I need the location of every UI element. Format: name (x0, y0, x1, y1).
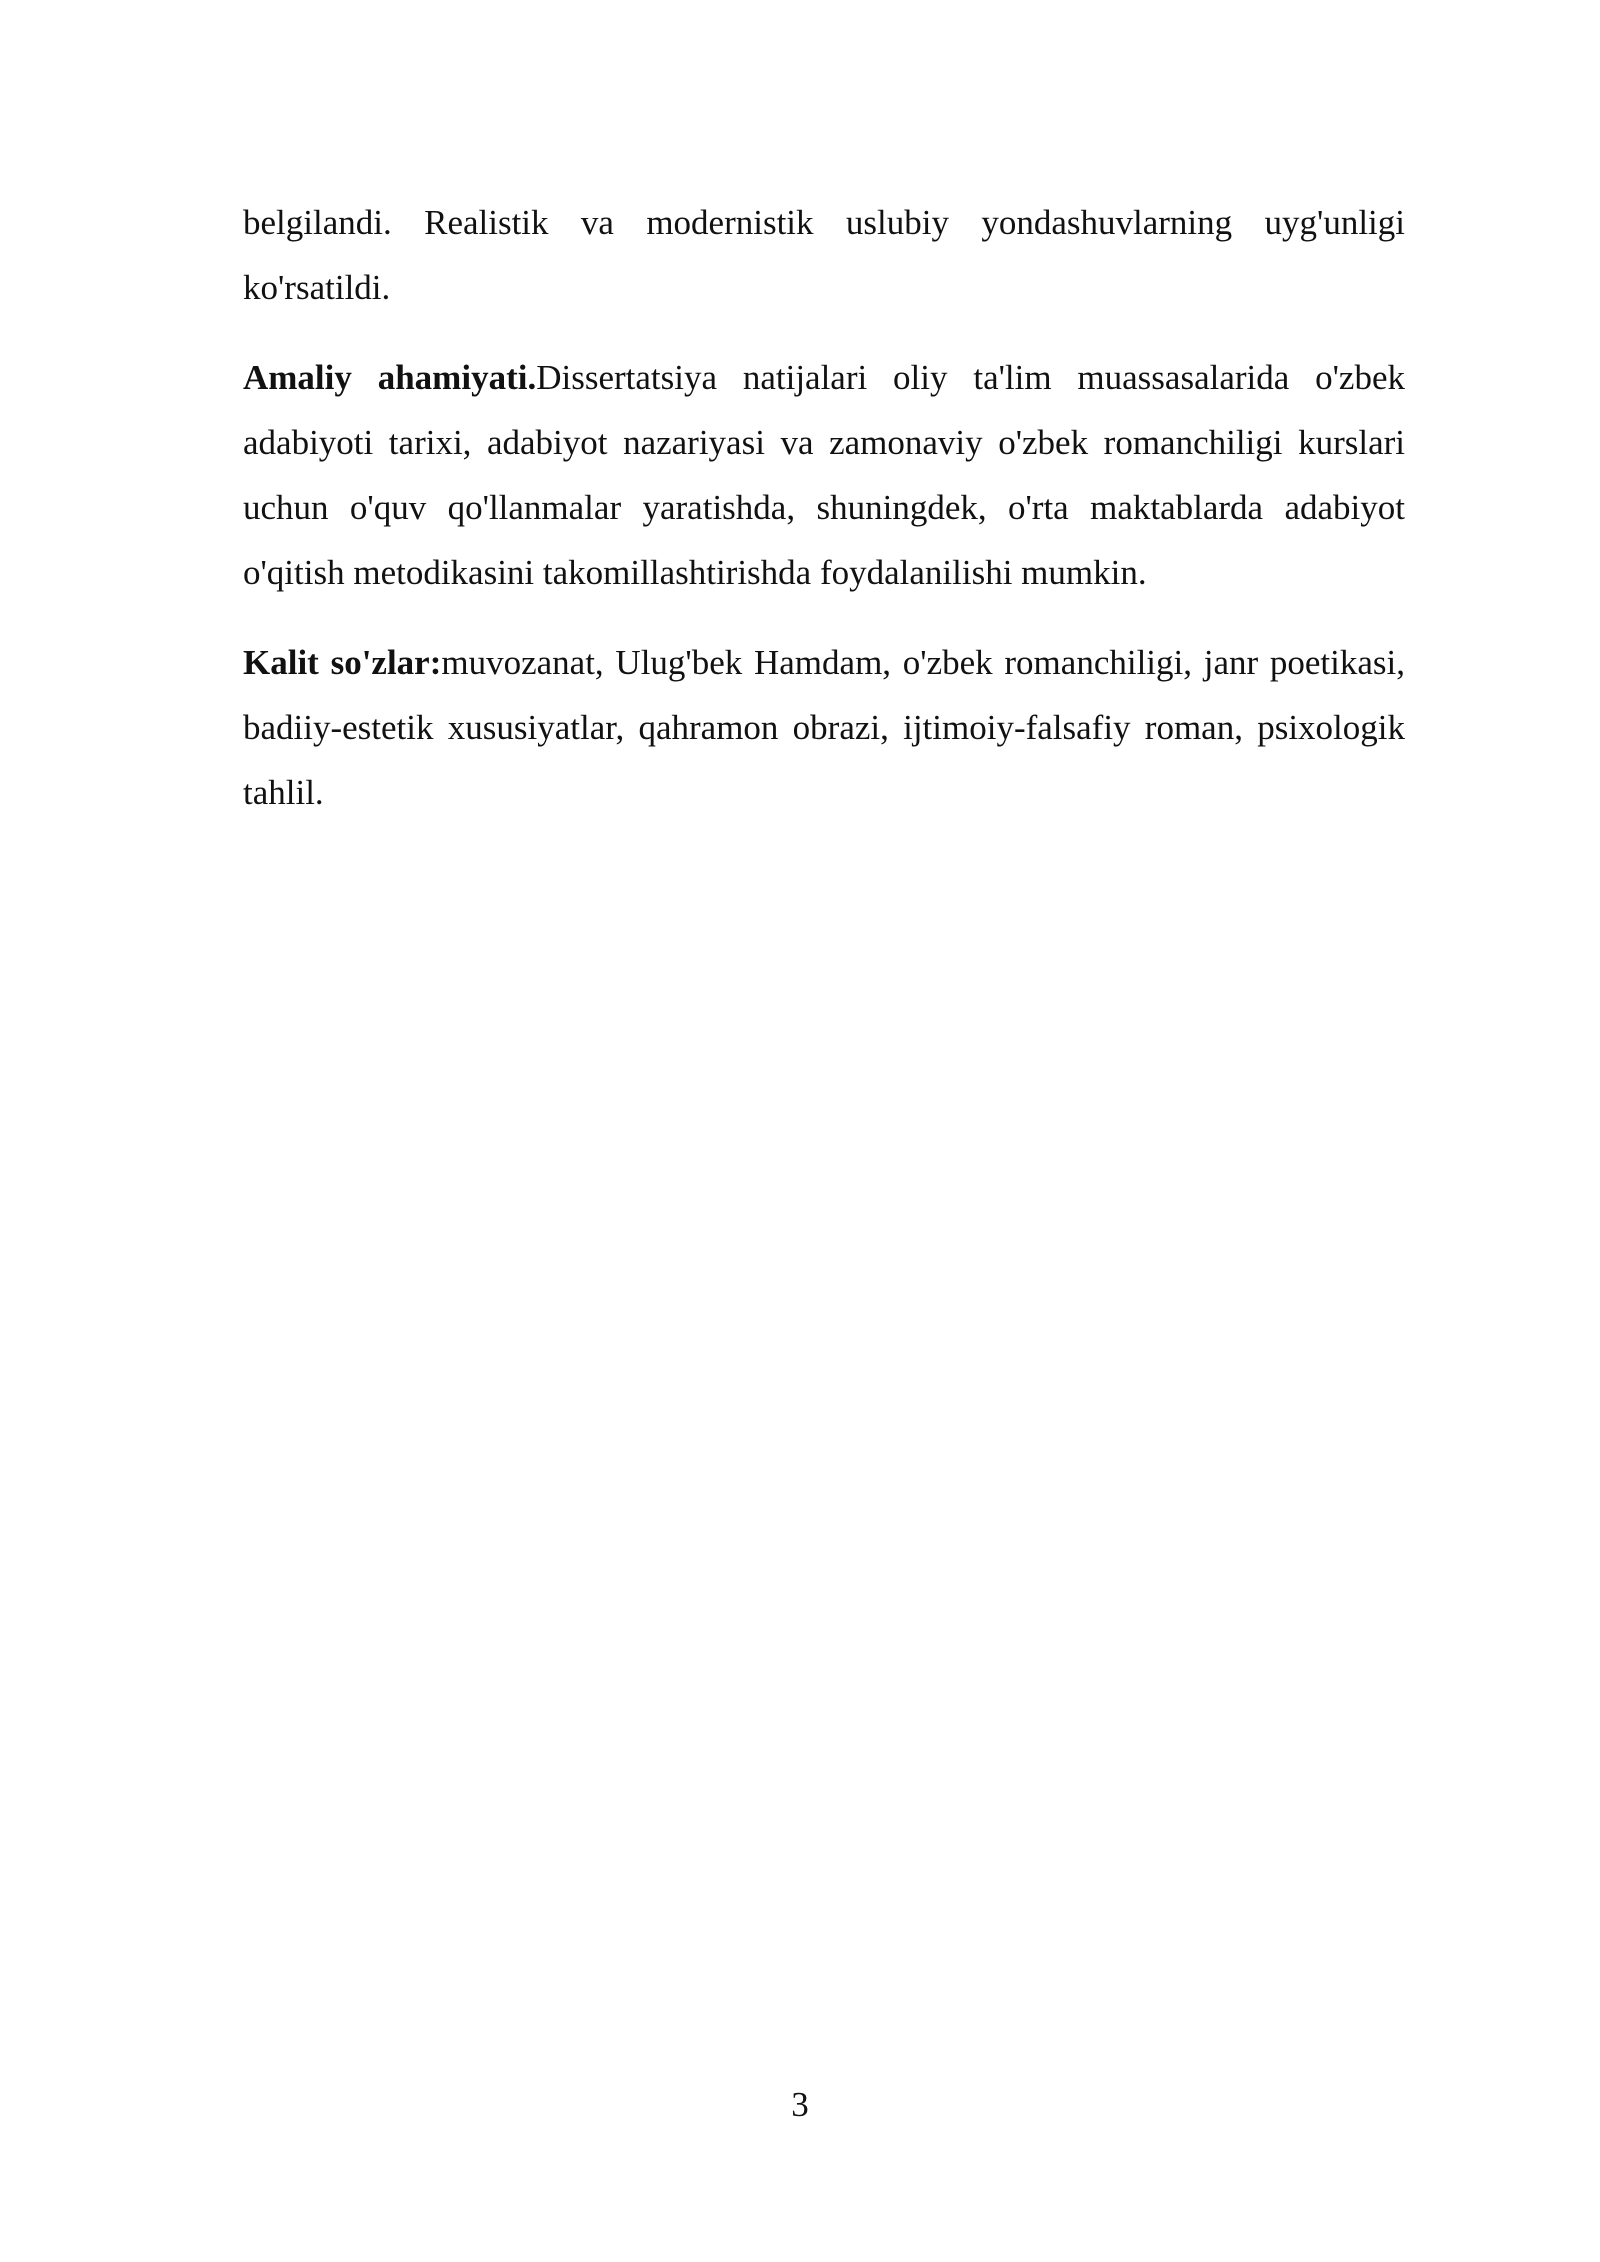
paragraph-text: muvozanat, Ulug'bek Hamdam, o'zbek romanchiligi, janr poetikasi, badiiy-estetik xususiyatlar, qahramon obrazi, ijtimoiy-falsafiy roman, psixologik tahlil. (243, 643, 1406, 812)
paragraph-label: Amaliy ahamiyati. (243, 358, 537, 397)
document-body (243, 190, 1405, 850)
page-number: 3 (791, 2085, 809, 2124)
paragraph-keywords (243, 630, 1405, 825)
paragraph-practical-significance (243, 345, 1405, 605)
paragraph-text: Dissertatsiya natijalari oliy ta'lim muassasalarida o'zbek adabiyoti tarixi, adabiyot nazariyasi va zamonaviy o'zbek romanchiligi kurslari uchun o'quv qo'llanmalar yaratishda, shuningdek, o'rta maktablarda adabiyot o'qitish metodikasini takomillashtirishda foydalanilishi mumkin. (243, 358, 1405, 592)
paragraph-continuation (243, 190, 1405, 320)
paragraph-text: belgilandi. Realistik va modernistik uslubiy yondashuvlarning uyg'unligi ko'rsatildi. (243, 203, 1405, 307)
paragraph-label: Kalit so'zlar: (243, 643, 442, 682)
